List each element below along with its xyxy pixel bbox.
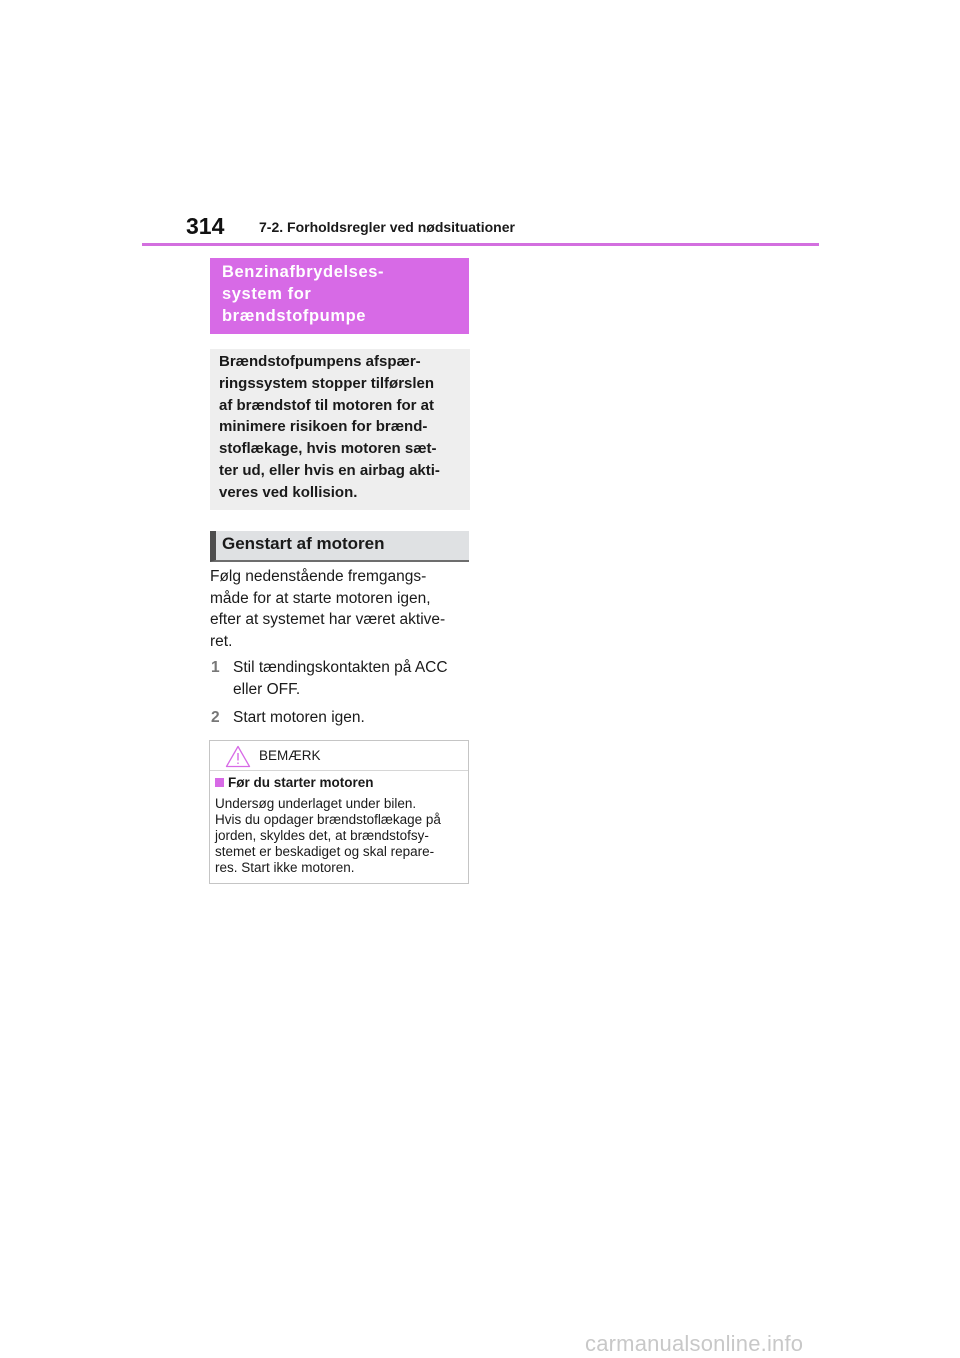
page-number: 314: [186, 213, 225, 239]
warning-triangle-icon: [225, 745, 251, 768]
notice-box: [209, 740, 469, 884]
intro-text: Brændstofpumpens afspær- ringssystem stopper tilførslen af brændstof til motoren for at minimere risikoen for brænd- stoflækage, hvis motoren sæt- ter ud, eller hvis en airbag akti- veres ved kollision.: [219, 353, 440, 501]
step-number: 2: [211, 709, 220, 726]
square-bullet-icon: [215, 778, 224, 787]
step-text: Stil tændingskontakten på ACC eller OFF.: [233, 659, 448, 698]
section-banner: [210, 258, 469, 334]
notice-text: Undersøg underlaget under bilen. Hvis du opdager brændstoflækage på jorden, skyldes det, at brændstofsy- stemet er beskadiget og skal repare- res. Start ikke motoren.: [215, 796, 441, 876]
section-title: Benzinafbrydelses- system for brændstofpumpe: [222, 263, 385, 325]
notice-subtitle: Før du starter motoren: [228, 775, 374, 790]
body-text: Følg nedenstående fremgangs- måde for at starte motoren igen, efter at systemet har været aktive- ret.: [210, 568, 446, 650]
step-number: 1: [211, 659, 220, 676]
notice-label: BEMÆRK: [259, 748, 321, 763]
header-divider: [142, 243, 819, 246]
step-item: [211, 707, 473, 729]
step-item: [211, 657, 473, 700]
chapter-title: 7-2. Forholdsregler ved nødsituationer: [259, 219, 515, 235]
intro-box: [210, 349, 470, 510]
notice-subtitle-row: [215, 775, 374, 790]
notice-header: [210, 741, 468, 771]
subheading: [210, 531, 469, 562]
watermark: carmanualsonline.info: [585, 1331, 804, 1356]
step-text: Start motoren igen.: [233, 709, 365, 726]
subheading-title: Genstart af motoren: [222, 534, 385, 553]
